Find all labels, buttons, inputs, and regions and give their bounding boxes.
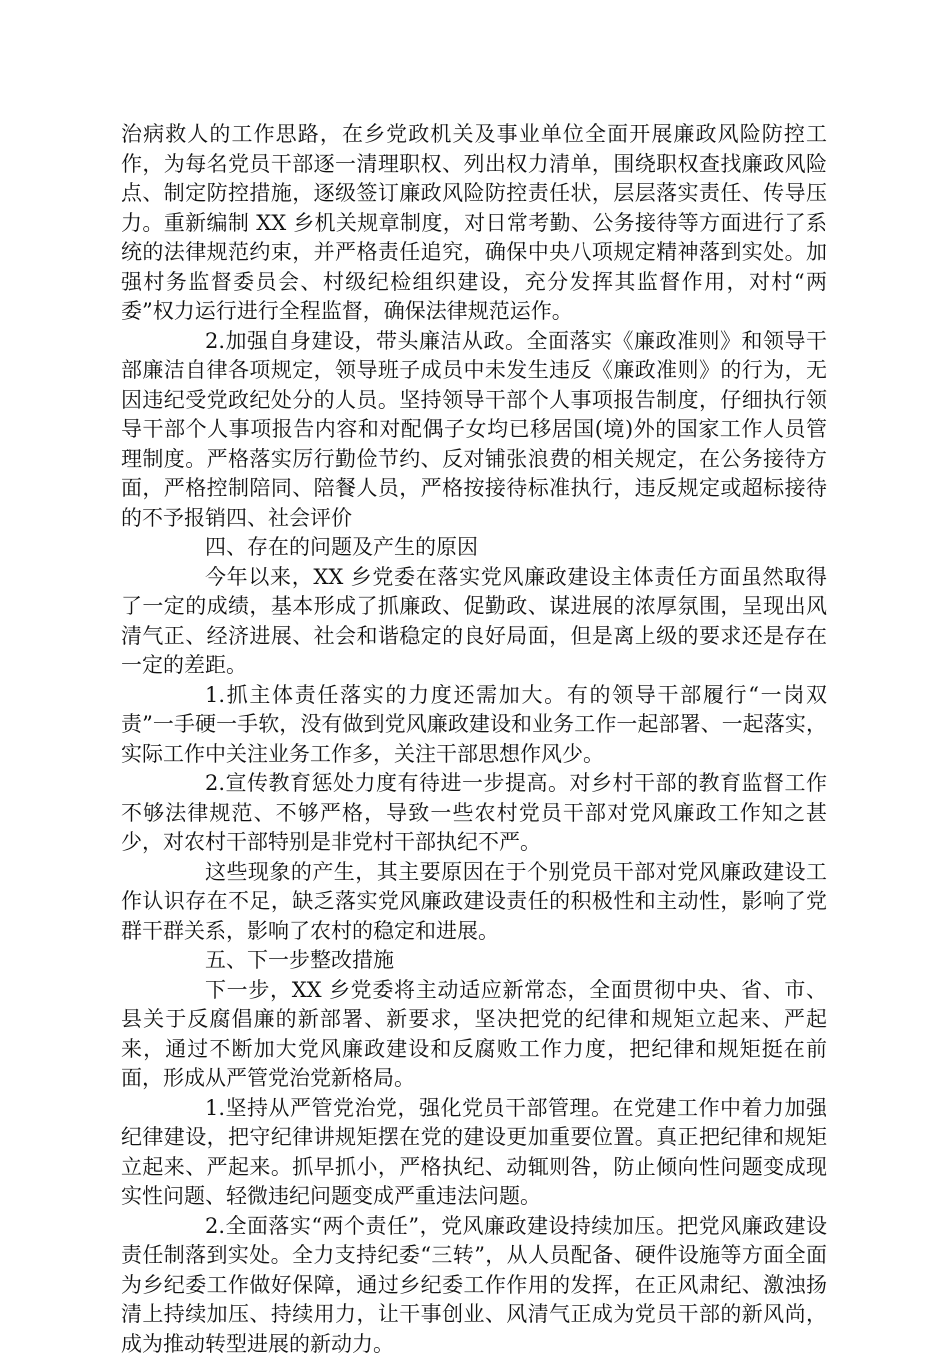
document-body bbox=[121, 120, 827, 1359]
paragraph-problems-overview: 今年以来，XX 乡党委在落实党风廉政建设主体责任方面虽然取得了一定的成绩，基本形成了抓廉政、促勤政、谋进展的浓厚氛围，呈现出风清气正、经济进展、社会和谐稳定的良好局面，但是离上级的要求还是存在一定的差距。 bbox=[121, 563, 827, 681]
paragraph-continuation: 治病救人的工作思路，在乡党政机关及事业单位全面开展廉政风险防控工作，为每名党员干部逐一清理职权、列出权力清单，围绕职权查找廉政风险点、制定防控措施，逐级签订廉政风险防控责任状，层层落实责任、传导压力。重新编制 XX 乡机关规章制度，对日常考勤、公务接待等方面进行了系统的法律规范约束，并严格责任追究，确保中央八项规定精神落到实处。加强村务监督委员会、村级纪检组织建设，充分发挥其监督作用，对村“两委”权力运行进行全程监督，确保法律规范运作。 bbox=[121, 120, 827, 327]
paragraph-cause: 这些现象的产生，其主要原因在于个别党员干部对党风廉政建设工作认识存在不足，缺乏落实党风廉政建设责任的积极性和主动性，影响了党群干群关系，影响了农村的稳定和进展。 bbox=[121, 858, 827, 947]
paragraph-measure-2: 2.全面落实“两个责任”，党风廉政建设持续加压。把党风廉政建设责任制落到实处。全力支持纪委“三转”，从人员配备、硬件设施等方面全面为乡纪委工作做好保障，通过乡纪委工作作用的发挥，在正风肃纪、激浊扬清上持续加压、持续用力，让干事创业、风清气正成为党员干部的新风尚，成为推动转型进展的新动力。 bbox=[121, 1212, 827, 1359]
section-heading-next-steps: 五、下一步整改措施 bbox=[121, 946, 827, 976]
paragraph-problem-1: 1.抓主体责任落实的力度还需加大。有的领导干部履行“一岗双责”一手硬一手软，没有做到党风廉政建设和业务工作一起部署、一起落实，实际工作中关注业务工作多，关注干部思想作风少。 bbox=[121, 681, 827, 770]
paragraph-problem-2: 2.宣传教育惩处力度有待进一步提高。对乡村干部的教育监督工作不够法律规范、不够严格，导致一些农村党员干部对党风廉政工作知之甚少，对农村干部特别是非党村干部执纪不严。 bbox=[121, 769, 827, 858]
paragraph-next-steps-overview: 下一步，XX 乡党委将主动适应新常态，全面贯彻中央、省、市、县关于反腐倡廉的新部署、新要求，坚决把党的纪律和规矩立起来、严起来，通过不断加大党风廉政建设和反腐败工作力度，把纪律和规矩挺在前面，形成从严管党治党新格局。 bbox=[121, 976, 827, 1094]
paragraph-measure-1: 1.坚持从严管党治党，强化党员干部管理。在党建工作中着力加强纪律建设，把守纪律讲规矩摆在党的建设更加重要位置。真正把纪律和规矩立起来、严起来。抓早抓小，严格执纪、动辄则咎，防止倾向性问题变成现实性问题、轻微违纪问题变成严重违法问题。 bbox=[121, 1094, 827, 1212]
section-heading-problems: 四、存在的问题及产生的原因 bbox=[121, 533, 827, 563]
paragraph-strengthen-self-building: 2.加强自身建设，带头廉洁从政。全面落实《廉政准则》和领导干部廉洁自律各项规定，领导班子成员中未发生违反《廉政准则》的行为，无因违纪受党政纪处分的人员。坚持领导干部个人事项报告制度，仔细执行领导干部个人事项报告内容和对配偶子女均已移居国(境)外的国家工作人员管理制度。严格落实厉行勤俭节约、反对铺张浪费的相关规定，在公务接待方面，严格控制陪同、陪餐人员，严格按接待标准执行，违反规定或超标接待的不予报销四、社会评价 bbox=[121, 327, 827, 534]
